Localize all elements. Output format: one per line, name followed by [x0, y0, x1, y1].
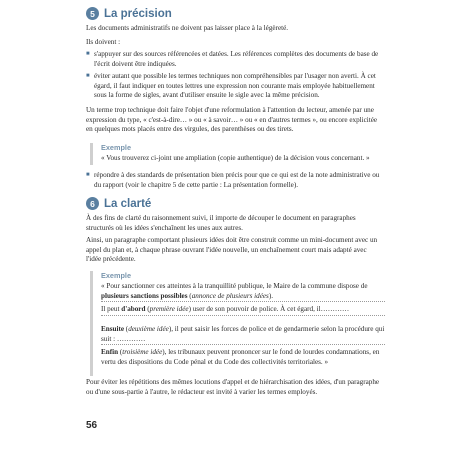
- idea-annotation: première idée: [149, 305, 189, 313]
- example-label: Exemple: [101, 143, 132, 152]
- emphasis-text: Enfin: [101, 348, 119, 356]
- section-number-badge: 6: [86, 197, 99, 210]
- example-paragraph: [101, 348, 385, 368]
- bullet-text: s'appuyer sur des sources référencées et datées. Les références complètes des documents de base de l'écrit doivent être indiquées.: [94, 50, 379, 68]
- bullet-item: [86, 50, 384, 69]
- idea-annotation: annonce de plusieurs idées: [191, 291, 269, 300]
- bullet-text: répondre à des standards de présentation bien précis pour que ce qui est de la note administrative ou du rapport (voir le chapitre 5 de cette partie : La présentation formelle).: [94, 171, 380, 189]
- example-paragraph: [101, 325, 385, 345]
- example-text: « Vous trouverez ci-joint une ampliation (copie authentique) de la décision vous concernant. »: [101, 154, 370, 162]
- section-title: La précision: [104, 7, 172, 20]
- page-number: 56: [86, 420, 98, 431]
- example-text: ) user de son pouvoir de police. À cet égard, il…………: [188, 305, 350, 313]
- section-5-lead: Ils doivent :: [86, 38, 121, 46]
- example-text: (: [118, 348, 123, 356]
- example-text: Il peut: [101, 305, 122, 313]
- emphasis-text: d'abord: [121, 305, 146, 313]
- example-text: ), les tribunaux peuvent prononcer sur le fond de lourdes condamnations, en vertu des dispositions du Code pénal et du Code des collectivités territoriales. »: [101, 348, 380, 366]
- bullet-text: éviter autant que possible les termes techniques non compréhensibles par l'usager non averti. À cet égard, il faut indiquer en toutes lettres une expression non courante mais employée habituellement sous la forme de sigles, avant d'utiliser ensuite le sigle avec la même précision.: [94, 72, 376, 100]
- idea-annotation: troisième idée: [122, 348, 163, 356]
- section-title: La clarté: [104, 197, 152, 210]
- section-6-paragraph-2: Ainsi, un paragraphe comportant plusieurs idées doit être construit comme un mini-document avec un appel du plan et, à chaque phrase ouvrant l'idée nouvelle, un enchaînement court mais adapté avec l'idée précédente.: [86, 236, 378, 264]
- example-text: ).: [268, 291, 274, 300]
- example-paragraph: [101, 282, 385, 302]
- example-text: ), il peut saisir les forces de police et de gendarmerie selon la procédure qui suit : …………: [101, 325, 385, 343]
- example-paragraph: [101, 305, 385, 316]
- emphasis-text: plusieurs sanctions possibles: [101, 291, 188, 300]
- example-text: (: [124, 325, 129, 333]
- emphasis-text: Ensuite: [101, 325, 125, 333]
- example-text: « Pour sanctionner ces atteintes à la tranquillité publique, le Maire de la commune dispose de: [101, 282, 368, 290]
- section-5-heading: [86, 7, 172, 20]
- section-5-paragraph: Un terme trop technique doit faire l'objet d'une reformulation à l'attention du lecteur, amenée par une expression du type, « c'est-à-dire… » ou « à savoir… » ou « en d'autres termes », ou encore explicitée en quelques mots placés entre des virgules, des parenthèses ou des tirets.: [86, 106, 378, 134]
- example-box: [90, 271, 385, 376]
- bullet-item: [86, 171, 384, 190]
- example-label: Exemple: [101, 271, 132, 280]
- bullet-icon: ■: [86, 51, 90, 57]
- section-6-paragraph-1: À des fins de clarté du raisonnement suivi, il importe de découper le document en paragraphes structurés où les idées s'enchaînent les unes aux autres.: [86, 214, 356, 232]
- section-6-paragraph-3: Pour éviter les répétitions des mêmes locutions d'appel et de hiérarchisation des idées, d'un paragraphe ou d'une sous-partie à l'autre, le rédacteur est invité à varier les termes employés.: [86, 378, 380, 396]
- section-5-intro: Les documents administratifs ne doivent pas laisser place à la légèreté.: [86, 24, 289, 32]
- section-6-heading: [86, 197, 151, 210]
- example-text: (: [187, 291, 192, 300]
- section-number-badge: 5: [86, 7, 99, 20]
- example-box: [90, 143, 383, 165]
- bullet-item: [86, 72, 384, 101]
- bullet-icon: ■: [86, 73, 90, 79]
- bullet-icon: ■: [86, 172, 90, 178]
- example-text: (: [145, 305, 150, 313]
- idea-annotation: deuxième idée: [128, 325, 169, 333]
